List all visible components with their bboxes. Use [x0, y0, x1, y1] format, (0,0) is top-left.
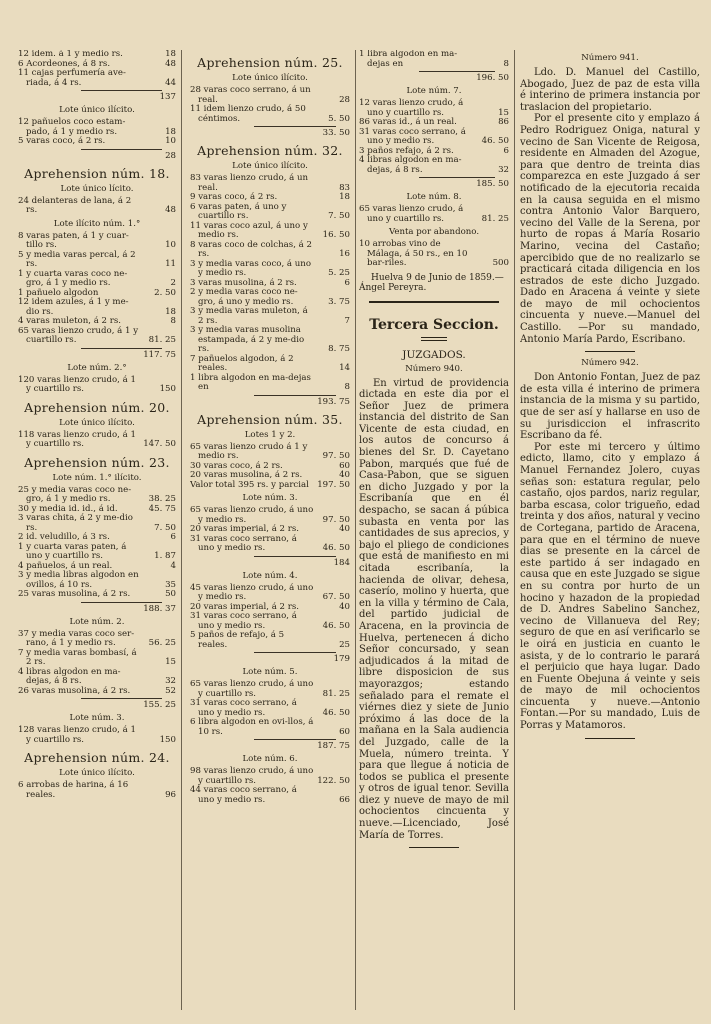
item-amount: 60: [339, 726, 350, 737]
item-amount: 83: [339, 182, 350, 193]
lot-heading: Lote núm. 3.: [69, 713, 125, 723]
list-item: [18, 630, 176, 649]
item-amount: 46. 50: [322, 707, 350, 718]
column-rule: [514, 50, 515, 1010]
list-item: [190, 326, 350, 355]
list-item: [18, 726, 176, 745]
double-rule: [421, 337, 447, 341]
item-amount: 25: [339, 639, 350, 650]
item-text: 5 varas coco, á 2 rs.: [18, 136, 106, 146]
juzgados-heading: JUZGADOS.: [402, 348, 466, 361]
item-amount: 5. 25: [328, 268, 350, 278]
item-amount: 18: [339, 192, 350, 202]
list-item: [359, 240, 509, 269]
item-amount: 500: [492, 258, 509, 268]
item-text: 24 delanteras de lana, á 2 rs.: [18, 195, 132, 215]
item-text: 20 varas imperial, á 2 rs.: [190, 601, 299, 612]
list-item: [190, 86, 350, 105]
item-amount: 35: [165, 579, 176, 590]
signature-line: Huelva 9 de Junio de 1859.—Ángel Pereyra.: [359, 272, 504, 293]
list-item: [190, 260, 350, 279]
item-text: 25 varas musolina, á 2 rs.: [18, 589, 131, 599]
item-amount: 122. 50: [317, 775, 350, 786]
item-amount: 18: [165, 126, 176, 137]
item-amount: 16. 50: [322, 230, 350, 240]
list-item: [190, 699, 350, 718]
item-amount: 6: [170, 532, 176, 542]
item-text: 1 libra algodon en ma-dejas en: [190, 372, 311, 392]
aprehension-heading: Aprehension núm. 18.: [24, 165, 170, 181]
list-item: [190, 105, 350, 124]
item-text: 8 varas paten, á 1 y cuar-tillo rs.: [18, 230, 129, 250]
notice-body: En virtud de providencia dictada en este dia por el Señor Juez de primera instancia del distrito de San Vicente de esta ciudad, en los autos de concurso á bienes del Sr. D. Cayetano Pabon, marqués que fué de Casa-Pabon, que se siguen en dicho Juzgado y por la Escribanía que en él despacho, se sacan á púbica subasta en venta por las cantidades de sus aprecios, y bajo el pliego de condiciones que está de manifiesto en mi citada escribanía, la hacienda de olivar, dehesa, caserío, molino y huerta, que en la villa y término de Cala, del partido judicial de Aracena, en la provincia de Huelva, pertenecen á dicho Señor concursado, y sean adjudicados á la mitad de libre disposicion de sus mayorazgos; estando señalado para el remate el viérnes diez y siete de Junio próximo á las doce de la mañana en la Sala audiencia del Juzgado, calle de la Muela, número treinta. Y para que llegue á noticia de todos se publica el presente y otros de igual tenor. Sevilla diez y nueve de mayo de mil ochocientos cincuenta y nueve.—Licenciado, José María de Torres.: [359, 377, 509, 841]
list-item: [18, 687, 176, 697]
lot-total: 155. 25: [143, 700, 176, 710]
item-amount: 46. 50: [481, 136, 509, 146]
item-text: 45 varas lienzo crudo, á uno y medio rs.: [190, 582, 314, 602]
lot-heading: Lote único ilícito.: [59, 105, 135, 115]
lot-heading: Lotes 1 y 2.: [244, 429, 296, 440]
column-1: [18, 50, 176, 1010]
item-text: 65 varas lienzo crudo, á uno y medio rs.: [190, 505, 314, 525]
item-text: 31 varas coco serrano, á uno y medio rs.: [359, 126, 466, 146]
item-amount: 15: [165, 657, 176, 667]
column-rule: [355, 50, 356, 1010]
item-amount: 40: [339, 470, 350, 480]
list-item: [190, 174, 350, 193]
sum-rule: [254, 739, 336, 740]
item-amount: 56. 25: [148, 638, 176, 648]
item-text: 65 varas lienzo crudo á 1 y medio rs.: [190, 441, 308, 461]
item-text: 5 paños de refajo, á 5 reales.: [190, 630, 285, 650]
lot-total: 117. 75: [143, 349, 176, 360]
item-amount: 52: [165, 685, 176, 696]
section-separator: [369, 301, 499, 303]
item-text: 65 varas lienzo crudo, á uno y cuartillo rs.: [190, 679, 314, 699]
item-text: 3 varas musolina, á 2 rs.: [190, 277, 297, 288]
aprehension-heading: Aprehension núm. 23.: [24, 454, 170, 470]
lot-total: 28: [165, 150, 176, 161]
list-item: [18, 571, 176, 590]
list-item: [190, 680, 350, 699]
item-amount: 8: [503, 58, 509, 69]
aprehension-heading: Aprehension núm. 24.: [24, 750, 170, 765]
sum-rule: [81, 348, 162, 349]
item-amount: 6: [344, 277, 350, 288]
sum-rule: [81, 698, 162, 699]
item-text: 11 cajas perfumería ave-riada, á 4 rs.: [18, 68, 126, 88]
list-item: [18, 251, 176, 270]
lot-heading: Lote núm. 3.: [242, 493, 298, 503]
column-rule: [181, 50, 182, 1010]
item-text: 26 varas musolina, á 2 rs.: [18, 685, 131, 696]
list-item: [359, 156, 509, 175]
item-text: 3 y media varas muleton, á 2 rs.: [190, 306, 308, 326]
list-item: [190, 203, 350, 222]
list-item: [18, 69, 176, 88]
list-item: [18, 514, 176, 533]
list-item: [359, 205, 509, 224]
item-amount: 8. 75: [328, 344, 350, 354]
list-item: [18, 118, 176, 137]
lot-heading: Lote único ilícito.: [232, 73, 308, 83]
lot-total: 188. 37: [143, 603, 176, 614]
item-amount: 45. 75: [148, 503, 176, 514]
notice-number: Número 941.: [581, 53, 639, 63]
list-item: [18, 590, 176, 600]
aprehension-heading: Aprehension núm. 32.: [197, 143, 343, 158]
item-text: 12 varas lienzo crudo, á uno y cuartillo rs.: [359, 98, 464, 118]
item-text: 120 varas lienzo crudo, á 1 y cuartillo rs.: [18, 374, 136, 394]
item-amount: 48: [165, 58, 176, 69]
item-amount: 40: [339, 524, 350, 534]
item-text: 65 varas lienzo crudo, á 1 y cuartillo rs.: [18, 325, 139, 345]
lot-total: 184: [333, 557, 350, 568]
item-text: 3 y media libras algodon en ovillos, á 10 rs.: [18, 570, 139, 590]
item-amount: 81. 25: [148, 335, 176, 345]
list-item: [190, 241, 350, 260]
item-text: 11 varas coco azul, á uno y medio rs.: [190, 220, 308, 240]
list-item: [18, 486, 176, 505]
end-rule: [585, 738, 635, 739]
lot-heading: Lote único ilícito.: [232, 161, 308, 171]
item-amount: 46. 50: [322, 620, 350, 631]
item-amount: 5. 50: [328, 113, 350, 124]
item-text: 4 pañuelos, á un real.: [18, 560, 113, 571]
sum-rule: [254, 556, 336, 557]
item-text: 12 idem. á 1 y medio rs.: [18, 50, 123, 59]
item-text: 4 libras algodon en ma-dejas, á 8 rs.: [18, 666, 121, 686]
item-amount: 7. 50: [154, 522, 176, 533]
end-rule: [409, 847, 459, 848]
item-amount: 46. 50: [322, 543, 350, 553]
goods-list: [359, 50, 509, 269]
item-text: 98 varas lienzo crudo, á uno y cuartillo rs.: [190, 766, 314, 786]
list-item: [190, 481, 350, 491]
lot-heading: Lote núm. 4.: [242, 570, 298, 581]
list-item: [18, 431, 176, 450]
item-text: 6 varas paten, á uno y cuartillo rs.: [190, 201, 287, 221]
list-item: [18, 781, 176, 800]
notice-body: Por el presente cito y emplazo á Pedro Rodriguez Oniga, natural y vecino de San Vicente de Reigosa, residente en Almaden del Azogue, para que dentro de treinta dias comparezca en este Juzgado á ser notificado de la ejecutoria recaida en la causa seguida en el mismo contra Antonio Valor Barquero, vecino del Valle de la Serena, por hurto de ropas á María Rosario Marino, vecina del Castaño; apercibido que de no realizarlo se practicará citada diligencia en los estrados de este dicho Juzgado. Dado en Aracena á veinte y siete de mayo de mil ochocientos cincuenta y nueve.—Manuel del Castillo. —Por su mandado, Antonio María Pardo, Escribano.: [520, 113, 700, 345]
lot-total: 179: [333, 654, 350, 664]
item-text: 30 y media id. id., á id.: [18, 503, 118, 514]
section-heading: Tercera Seccion.: [369, 316, 499, 333]
item-amount: 18: [165, 306, 176, 317]
item-amount: 67. 50: [322, 592, 350, 602]
item-amount: 16: [339, 249, 350, 259]
item-amount: 60: [339, 460, 350, 471]
sum-rule: [254, 395, 336, 396]
item-text: 83 varas lienzo crudo, á un real.: [190, 173, 309, 193]
item-text: 3 y media varas musolina estampada, á 2 y me-dio rs.: [190, 325, 305, 354]
item-amount: 7. 50: [328, 211, 350, 221]
item-text: 3 y media varas coco, á uno y medio rs.: [190, 258, 312, 278]
item-text: 31 varas coco serrano, á uno y medio rs.: [190, 611, 297, 631]
list-item: [190, 307, 350, 326]
item-text: 3 paños refajo, á 2 rs.: [359, 145, 454, 156]
list-item: [190, 786, 350, 805]
item-text: 4 varas muleton, á 2 rs.: [18, 316, 121, 326]
notice-body: Por este mi tercero y último edicto, llamo, cito y emplazo á Manuel Fernandez Jolero, cuyas señas son: estatura regular, pelo castaño, ojos pardos, nariz regular, barba escasa, color trigueño, edad treinta y dos años, natural y vecino de Cortegana, partido de Aracena, para que en el término de nueve dias se presente en la cárcel de este partido á ser indagado en causa que en este Juzgado se sigue en su contra por hurto de un hocino y hazadon de la propiedad de D. Andres Sabelino Sanchez, vecino de Villanueva del Rey; seguro de que en así verificarlo se le oirá en justicia en cuanto le asista, y de lo contrario le parará el perjuicio que haya lugar. Dado en Fuente Obejuna á veinte y seis de mayo de mil ochocientos cincuenta y nueve.—Antonio Fontan.—Por su mandado, Luis de Porras y Matamoros.: [520, 441, 700, 732]
item-text: 5 y media varas percal, á 2 rs.: [18, 249, 136, 269]
item-amount: 81. 25: [481, 213, 509, 224]
sum-rule: [419, 177, 495, 178]
list-item: [18, 270, 176, 289]
item-text: 12 idem azules, á 1 y me-dio rs.: [18, 297, 129, 317]
item-amount: 6: [503, 145, 509, 156]
notice-heading: Ldo. D. Manuel del Castillo, Abogado, Juez de paz de esta villa é interino de primera instancia por traslacion del propietario.: [520, 67, 700, 113]
item-text: 10 arrobas vino de Málaga, á 50 rs., en 10 bar-riles.: [359, 239, 468, 268]
item-amount: 2. 50: [154, 287, 176, 298]
item-amount: 44: [165, 77, 176, 88]
aprehension-heading: Aprehension núm. 25.: [197, 55, 343, 70]
item-amount: 18: [165, 50, 176, 59]
item-amount: 28: [339, 94, 350, 105]
list-item: [18, 543, 176, 562]
lot-heading: Lote único ilícito.: [59, 768, 135, 778]
aprehension-heading: Aprehension núm. 20.: [24, 399, 170, 415]
item-text: 118 varas lienzo crudo, á 1 y cuartillo rs.: [18, 429, 136, 449]
list-item: [190, 767, 350, 786]
item-amount: 38. 25: [148, 494, 176, 504]
item-text: 6 arrobas de harina, á 16 reales.: [18, 780, 129, 800]
item-amount: 81. 25: [322, 688, 350, 699]
sum-rule: [81, 602, 162, 603]
lot-heading: Lote ilícito núm. 1.°: [53, 218, 141, 229]
item-text: 31 varas coco serrano, á uno y medio rs.: [190, 533, 297, 553]
lot-total: 137: [159, 92, 176, 102]
item-text: 6 libra algodon en ovi-llos, á 10 rs.: [190, 717, 314, 737]
item-amount: 4: [170, 560, 176, 571]
notice-rule: [585, 351, 635, 352]
list-item: [190, 355, 350, 374]
list-item: [18, 137, 176, 147]
item-text: 7 y media varas bombasí, á 2 rs.: [18, 647, 137, 667]
item-amount: 96: [165, 789, 176, 800]
lot-heading: Lote núm. 2.°: [67, 362, 127, 373]
column-2: [190, 50, 350, 1010]
sum-rule: [419, 71, 495, 72]
item-amount: 197. 50: [317, 479, 350, 490]
item-text: 31 varas coco serrano, á uno y medio rs.: [190, 698, 297, 718]
item-amount: 66: [339, 794, 350, 805]
list-item: [190, 535, 350, 554]
list-item: [190, 222, 350, 241]
list-item: [18, 376, 176, 395]
notice-number: Número 940.: [405, 363, 463, 374]
sum-rule: [81, 149, 162, 150]
item-amount: 1. 87: [154, 551, 176, 561]
item-amount: 8: [170, 316, 176, 326]
list-item: [190, 631, 350, 650]
item-text: 11 idem lienzo crudo, á 50 céntimos.: [190, 104, 306, 124]
item-text: 25 y media varas coco ne-gro, á 1 y medio rs.: [18, 484, 132, 504]
item-text: 2 id. veludillo, á 3 rs.: [18, 532, 110, 542]
list-item: [190, 374, 350, 393]
item-amount: 97. 50: [322, 451, 350, 461]
item-text: 1 y cuarta varas paten, á uno y cuartillo rs.: [18, 541, 127, 561]
item-amount: 8: [344, 382, 350, 392]
lot-heading: Lote único lícito.: [60, 183, 134, 194]
item-text: 9 varas coco, á 2 rs.: [190, 192, 278, 202]
lot-total: 33. 50: [322, 128, 350, 138]
item-text: 3 varas chita, á 2 y me-dio rs.: [18, 513, 133, 533]
item-amount: 10: [165, 240, 176, 250]
column-3: [359, 50, 509, 1010]
item-text: 4 libras algodon en ma-dejas, á 8 rs.: [359, 155, 462, 175]
lot-total: 187. 75: [317, 741, 350, 751]
item-text: 128 varas lienzo crudo, á 1 y cuartillo rs.: [18, 725, 136, 745]
list-item: [190, 288, 350, 307]
lot-heading: Venta por abandono.: [388, 227, 480, 237]
item-text: 65 varas lienzo crudo, á uno y cuartillo rs.: [359, 204, 464, 224]
item-amount: 150: [159, 384, 176, 394]
list-item: [18, 298, 176, 317]
item-text: 20 varas imperial, á 2 rs.: [190, 524, 299, 534]
item-amount: 150: [159, 734, 176, 745]
lot-total: 196. 50: [476, 73, 509, 83]
item-amount: 2: [170, 278, 176, 288]
list-item: [190, 506, 350, 525]
item-text: 44 varas coco serrano, á uno y medio rs.: [190, 785, 297, 805]
item-text: 1 y cuarta varas coco ne-gro, á 1 y medio rs.: [18, 268, 128, 288]
item-amount: 40: [339, 601, 350, 612]
item-amount: 14: [339, 363, 350, 373]
list-item: [359, 128, 509, 147]
item-text: 20 varas musolina, á 2 rs.: [190, 470, 303, 480]
item-text: 7 pañuelos algodon, á 2 reales.: [190, 353, 294, 373]
lot-total: 193. 75: [317, 396, 350, 407]
item-text: 86 varas id., á un real.: [359, 117, 457, 127]
item-amount: 11: [165, 259, 176, 269]
notice-number: Número 942.: [581, 358, 639, 369]
item-text: 12 pañuelos coco estam-pado, á 1 y medio rs.: [18, 117, 126, 137]
lot-heading: Lote único ilícito.: [59, 417, 135, 428]
list-item: [18, 327, 176, 346]
column-4: [520, 50, 700, 1010]
aprehension-heading: Aprehension núm. 35.: [197, 411, 343, 427]
lot-heading: Lote núm. 7.: [406, 86, 462, 96]
item-amount: 147. 50: [143, 439, 176, 449]
item-amount: 97. 50: [322, 514, 350, 525]
lot-heading: Lote núm. 6.: [242, 754, 298, 764]
list-item: [359, 50, 509, 69]
list-item: [190, 612, 350, 631]
item-text: 1 pañuelo algodon: [18, 287, 99, 298]
item-text: 30 varas coco, á 2 rs.: [190, 460, 283, 471]
item-amount: 3. 75: [328, 296, 350, 307]
item-amount: 7: [344, 315, 350, 326]
lot-heading: Lote núm. 2.: [69, 616, 125, 627]
list-item: [190, 718, 350, 737]
list-item: [18, 668, 176, 687]
item-amount: 32: [498, 164, 509, 175]
lot-heading: Lote núm. 8.: [406, 192, 462, 202]
list-item: [190, 584, 350, 603]
lot-total: 185. 50: [476, 179, 509, 189]
item-amount: 15: [498, 107, 509, 118]
sum-rule: [81, 90, 162, 91]
item-text: 8 varas coco de colchas, á 2 rs.: [190, 239, 312, 259]
sum-rule: [254, 652, 336, 653]
list-item: [359, 99, 509, 118]
item-amount: 48: [165, 205, 176, 215]
item-amount: 50: [165, 589, 176, 599]
notice-heading: Don Antonio Fontan, Juez de paz de esta villa é interino de primera instancia de la misma y su partido, que de ser así y hallarse en uso de su jurisdiccion el infrascrito Escribano da fé.: [520, 372, 700, 442]
item-text: 37 y media varas coco ser-rano, á 1 y medio rs.: [18, 628, 135, 648]
item-amount: 32: [165, 676, 176, 686]
list-item: [18, 649, 176, 668]
list-item: [18, 197, 176, 216]
item-text: 6 Acordeones, á 8 rs.: [18, 58, 111, 69]
lot-heading: Lote núm. 5.: [242, 667, 298, 677]
item-text: 2 y media varas coco ne-gro, á uno y medio rs.: [190, 287, 298, 307]
item-text: Valor total 395 rs. y parcial: [190, 479, 309, 490]
item-amount: 86: [498, 117, 509, 127]
sum-rule: [254, 126, 336, 127]
list-item: [18, 232, 176, 251]
list-item: [190, 443, 350, 462]
lot-heading: Lote núm. 1.° ilícito.: [52, 472, 142, 483]
item-amount: 10: [165, 136, 176, 146]
item-text: 28 varas coco serrano, á un real.: [190, 85, 311, 105]
item-text: 1 libra algodon en ma-dejas en: [359, 50, 458, 69]
